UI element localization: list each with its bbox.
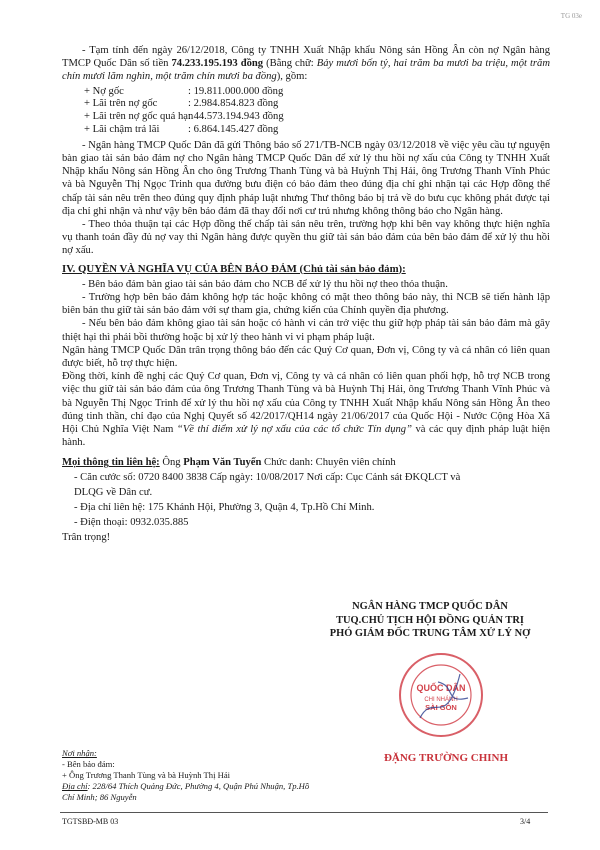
text: Ông xyxy=(159,457,184,469)
debt-row xyxy=(84,124,550,137)
footer-divider xyxy=(60,812,548,813)
contact-person-line xyxy=(62,455,550,470)
address-label: Địa chỉ xyxy=(62,781,88,791)
duty-paragraph: - Bên bảo đảm bàn giao tài sản bảo đảm cho NCB để xử lý thu hồi nợ theo thỏa thuận. xyxy=(82,278,448,290)
resolution-title: “Về thí điểm xử lý nợ xấu của các tổ chức Tín dụng” xyxy=(176,424,412,436)
contact-name: Phạm Văn Tuyển xyxy=(183,457,262,469)
contact-address: - Địa chỉ liên hệ: 175 Khánh Hội, Phường 3, Quận 4, Tp.Hồ Chí Minh. xyxy=(74,502,375,514)
recipient-line: - Bên bảo đảm: xyxy=(62,759,115,769)
debt-label: + Lãi trên nợ gốc quá hạn xyxy=(84,111,194,123)
recipient-line: + Ông Trương Thanh Tùng và bà Huỳnh Thị Hải xyxy=(62,770,231,780)
sign-authorization: TUQ.CHỦ TỊCH HỘI ĐỒNG QUẢN TRỊ xyxy=(336,614,524,626)
sign-bank: NGÂN HÀNG TMCP QUỐC DÂN xyxy=(352,601,508,612)
signer-name: ĐẶNG TRƯỜNG CHINH xyxy=(383,752,509,764)
contact-id-line-2: DLQG về Dân cư. xyxy=(74,487,153,499)
recipients-block xyxy=(62,748,322,803)
debt-label: + Lãi chậm trả lãi xyxy=(84,124,160,135)
text: - Tạm tính đến ngày 26/12/2018, Công ty TNHH Xuất Nhập khẩu Nông sản Hồng Ân còn nợ Ngân hàng TMCP Quốc Dân số tiền xyxy=(62,45,550,70)
page-number: 3/4 xyxy=(520,817,531,826)
stamp-text-2: CHI NHÁNH xyxy=(424,697,458,703)
signature-block xyxy=(300,600,560,641)
sign-position: PHÓ GIÁM ĐỐC TRUNG TÂM XỬ LÝ NỢ xyxy=(329,628,531,639)
duty-paragraph: - Nếu bên bảo đảm không giao tài sản hoặc có hành vi cản trở việc thu giữ hợp pháp tài sản bảo đảm mà gây thiệt hại thì phải bồi thường hoặc bị xử lý theo hành vi vi phạm pháp luật. xyxy=(62,318,550,343)
contact-phone: - Điện thoại: 0932.035.885 xyxy=(74,517,189,529)
agreement-paragraph: - Theo thỏa thuận tại các Hợp đồng thế chấp tài sản nêu trên, trường hợp khi bên vay không thực hiện nghĩa vụ thanh toán đầy đủ nợ vay thì Ngân hàng được quyền thu giữ tài sản bảo đảm của bên bảo đảm để xử lý thu hồi nợ xấu. xyxy=(62,219,550,257)
address-text: : 228/64 Thích Quảng Đức, Phường 4, Quận Phú Nhuận, Tp.Hồ Chí Minh; 86 Nguyễn xyxy=(62,781,310,802)
amount-in-words: Bảy mươi bốn tỷ, hai trăm ba mươi ba triệu, một trăm chín mươi lăm nghìn, một trăm chín mươi ba đồng xyxy=(62,58,550,83)
debt-value: : 6.864.145.427 đồng xyxy=(188,124,279,135)
stamp-text-3: SÀI GÒN xyxy=(425,703,457,712)
debt-summary-paragraph xyxy=(62,44,550,84)
document-body xyxy=(62,44,550,545)
debt-row xyxy=(84,98,550,111)
seal-stamp xyxy=(398,652,484,738)
text: (Bằng chữ: xyxy=(263,58,317,70)
recipient-address xyxy=(62,781,322,803)
contact-title: Chức danh: Chuyên viên chính xyxy=(261,457,396,469)
debt-row xyxy=(84,86,550,99)
announcement-paragraph: Ngân hàng TMCP Quốc Dân trân trọng thông báo đến các Quý Cơ quan, Đơn vị, Công ty và cá nhân có liên quan được biết, hỗ trợ thực hiện. xyxy=(62,344,550,370)
duty-paragraph: - Trường hợp bên bảo đảm không hợp tác hoặc không có mặt theo thông báo này, thì NCB sẽ tiến hành lập biên bản thu giữ tài sản bảo đảm với sự tham gia, chứng kiến của Chính quyền địa phương. xyxy=(62,292,550,317)
footer-code: TGTSBĐ-MB 03 xyxy=(62,817,119,826)
text: Đồng thời, kính đề nghị các Quý Cơ quan, Đơn vị, Công ty và cá nhân có liên quan phối hợp, hỗ trợ NCB trong việc thu giữ tài sản bảo đảm của ông Trương Thanh Tùng và bà Huỳnh Thị Hải, ông Trương Thanh Vĩnh Phúc và bà Nguyễn Thị Ngọc Trinh để xử lý thu hồi nợ xấu của Công ty TNHH Xuất Nhập khẩu Nông sản Hồng Ân theo đúng tinh thần, chỉ đạo của Nghị Quyết số 42/2017/QH14 ngày 21/06/2017 của Quốc Hội - Nước Cộng Hòa Xã Hội Chủ Nghĩa Việt Nam xyxy=(62,371,550,436)
section-heading: IV. QUYỀN VÀ NGHĨA VỤ CỦA BÊN BẢO ĐẢM (Chủ tài sản bảo đảm): xyxy=(62,262,406,275)
debt-breakdown xyxy=(84,86,550,137)
notice-paragraph: - Ngân hàng TMCP Quốc Dân đã gửi Thông báo số 271/TB-NCB ngày 03/12/2018 về việc yêu cầu tự nguyện bàn giao tài sản bảo đảm nợ cho Ngân hàng TMCP Quốc Dân để xử lý thu hồi nợ xấu của Công ty TNHH Xuất Nhập khẩu Nông sản Hồng Ân cho ông Trương Thanh Tùng và bà Huỳnh Thị Hải, ông Trương Thanh Vĩnh Phúc và bà Nguyễn Thị Ngọc Trinh qua đường bưu điện có bảo đảm theo đúng địa chỉ ghi nhận tại các Hợp đồng thế chấp tài sản nêu trên theo đúng quy định pháp luật nhưng Thư thông báo bị trả về do bưu cục không phát được tại địa chỉ ghi nhận và như vậy bên bảo đảm đã thay đổi nơi cư trú nhưng không thông báo cho Ngân hàng. xyxy=(62,139,550,217)
stamp-text-1: QUỐC DÂN xyxy=(416,683,466,693)
contact-block xyxy=(62,455,550,545)
closing: Trân trọng! xyxy=(62,532,111,544)
contact-id-line: - Căn cước số: 0720 8400 3838 Cấp ngày: 10/08/2017 Nơi cấp: Cục Cảnh sát ĐKQLCT và xyxy=(74,472,461,484)
contact-label: Mọi thông tin liên hệ: xyxy=(62,457,160,469)
corner-code: TG 03e xyxy=(560,12,582,20)
debt-amount: 74.233.195.193 đồng xyxy=(171,58,264,70)
debt-row xyxy=(84,111,550,124)
debt-value: : 19.811.000.000 đồng xyxy=(188,85,284,97)
text: ), gồm: xyxy=(276,71,308,83)
request-paragraph xyxy=(62,370,550,449)
debt-label: + Nợ gốc xyxy=(84,85,124,97)
text: và các quy định pháp luật hiện hành. xyxy=(62,424,551,449)
recipients-title: Nơi nhận: xyxy=(62,748,97,758)
debt-value: : 44.573.194.943 đồng xyxy=(188,111,284,123)
debt-label: + Lãi trên nợ gốc xyxy=(84,98,158,110)
debt-value: : 2.984.854.823 đồng xyxy=(188,98,279,110)
